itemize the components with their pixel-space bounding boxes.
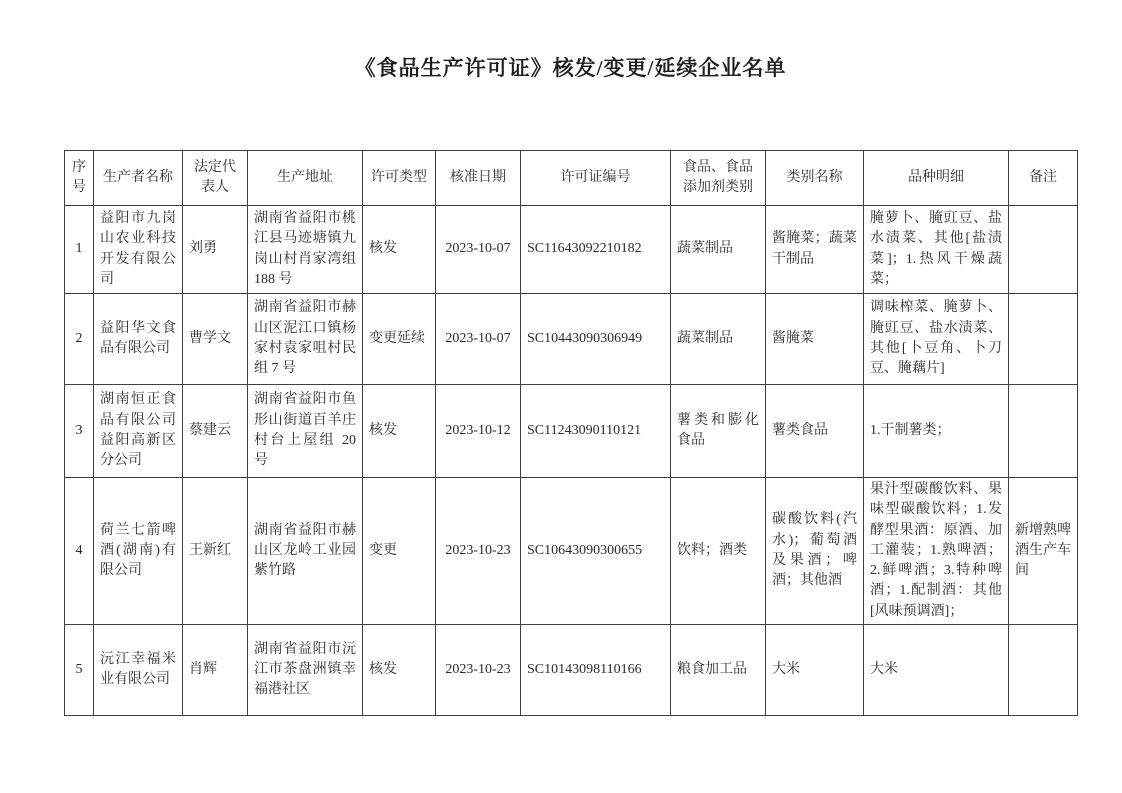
- cell-address: 湖南省益阳市沅江市茶盘洲镇幸福港社区: [248, 625, 363, 716]
- cell-food-category: 粮食加工品: [671, 625, 766, 716]
- cell-license-type: 变更延续: [363, 294, 436, 385]
- cell-license-type: 核发: [363, 385, 436, 478]
- col-header-producer: 生产者名称: [94, 151, 183, 206]
- cell-variety-detail: 调味榨菜、腌萝卜、腌豇豆、盐水渍菜、其他[卜豆角、卜刀豆、腌藕片]: [864, 294, 1009, 385]
- col-header-remark: 备注: [1009, 151, 1078, 206]
- cell-approval-date: 2023-10-12: [436, 385, 521, 478]
- cell-category-name: 大米: [766, 625, 864, 716]
- cell-producer: 益阳市九岗山农业科技开发有限公司: [94, 206, 183, 294]
- cell-legal-rep: 肖辉: [183, 625, 248, 716]
- cell-variety-detail: 果汁型碳酸饮料、果味型碳酸饮料；1.发酵型果酒：原酒、加工灌装；1.熟啤酒；2.鲜啤酒；3.特种啤酒；1.配制酒：其他[风味预调酒]；: [864, 478, 1009, 625]
- table-row: [65, 385, 1078, 478]
- cell-legal-rep: 王新红: [183, 478, 248, 625]
- cell-seq: 2: [65, 294, 94, 385]
- cell-address: 湖南省益阳市赫山区泥江口镇杨家村袁家咀村民组 7 号: [248, 294, 363, 385]
- cell-seq: 1: [65, 206, 94, 294]
- cell-variety-detail: 1.干制薯类；: [864, 385, 1009, 478]
- cell-category-name: 薯类食品: [766, 385, 864, 478]
- table-row: [65, 625, 1078, 716]
- cell-producer: 湖南恒正食品有限公司益阳高新区分公司: [94, 385, 183, 478]
- license-table: [64, 150, 1078, 716]
- cell-food-category: 蔬菜制品: [671, 294, 766, 385]
- cell-legal-rep: 蔡建云: [183, 385, 248, 478]
- cell-legal-rep: 刘勇: [183, 206, 248, 294]
- cell-address: 湖南省益阳市桃江县马迹塘镇九岗山村肖家湾组188 号: [248, 206, 363, 294]
- page-title: 《食品生产许可证》核发/变更/延续企业名单: [354, 56, 787, 80]
- cell-legal-rep: 曹学文: [183, 294, 248, 385]
- cell-license-no: SC11643092210182: [521, 206, 671, 294]
- col-header-variety-detail: 品种明细: [864, 151, 1009, 206]
- col-header-license-type: 许可类型: [363, 151, 436, 206]
- cell-variety-detail: 大米: [864, 625, 1009, 716]
- cell-license-type: 变更: [363, 478, 436, 625]
- cell-approval-date: 2023-10-07: [436, 294, 521, 385]
- table-row: [65, 206, 1078, 294]
- cell-producer: 荷兰七箭啤酒(湖南)有限公司: [94, 478, 183, 625]
- cell-category-name: 酱腌菜；蔬菜干制品: [766, 206, 864, 294]
- cell-seq: 5: [65, 625, 94, 716]
- cell-seq: 4: [65, 478, 94, 625]
- table-row: [65, 294, 1078, 385]
- cell-license-type: 核发: [363, 625, 436, 716]
- col-header-legal-rep: 法定代表人: [183, 151, 248, 206]
- col-header-approval-date: 核准日期: [436, 151, 521, 206]
- col-header-seq: 序号: [65, 151, 94, 206]
- cell-variety-detail: 腌萝卜、腌豇豆、盐水渍菜、其他[盐渍菜]；1.热风干燥蔬菜；: [864, 206, 1009, 294]
- cell-address: 湖南省益阳市赫山区龙岭工业园紫竹路: [248, 478, 363, 625]
- cell-food-category: 薯类和膨化食品: [671, 385, 766, 478]
- cell-license-no: SC11243090110121: [521, 385, 671, 478]
- table-header-row: [65, 151, 1078, 206]
- cell-license-no: SC10443090306949: [521, 294, 671, 385]
- cell-address: 湖南省益阳市鱼形山街道百羊庄村台上屋组 20 号: [248, 385, 363, 478]
- cell-producer: 益阳华文食品有限公司: [94, 294, 183, 385]
- col-header-category-name: 类别名称: [766, 151, 864, 206]
- cell-remark: 新增熟啤酒生产车间: [1009, 478, 1078, 625]
- cell-license-no: SC10643090300655: [521, 478, 671, 625]
- cell-category-name: 酱腌菜: [766, 294, 864, 385]
- cell-remark: [1009, 294, 1078, 385]
- cell-approval-date: 2023-10-07: [436, 206, 521, 294]
- cell-approval-date: 2023-10-23: [436, 478, 521, 625]
- col-header-license-no: 许可证编号: [521, 151, 671, 206]
- col-header-food-category: 食品、食品添加剂类别: [671, 151, 766, 206]
- cell-category-name: 碳酸饮料(汽水)；葡萄酒及果酒；啤酒；其他酒: [766, 478, 864, 625]
- cell-remark: [1009, 625, 1078, 716]
- cell-remark: [1009, 206, 1078, 294]
- col-header-address: 生产地址: [248, 151, 363, 206]
- cell-license-type: 核发: [363, 206, 436, 294]
- cell-seq: 3: [65, 385, 94, 478]
- cell-food-category: 蔬菜制品: [671, 206, 766, 294]
- cell-remark: [1009, 385, 1078, 478]
- cell-producer: 沅江幸福米业有限公司: [94, 625, 183, 716]
- cell-food-category: 饮料；酒类: [671, 478, 766, 625]
- table-row: [65, 478, 1078, 625]
- cell-approval-date: 2023-10-23: [436, 625, 521, 716]
- cell-license-no: SC10143098110166: [521, 625, 671, 716]
